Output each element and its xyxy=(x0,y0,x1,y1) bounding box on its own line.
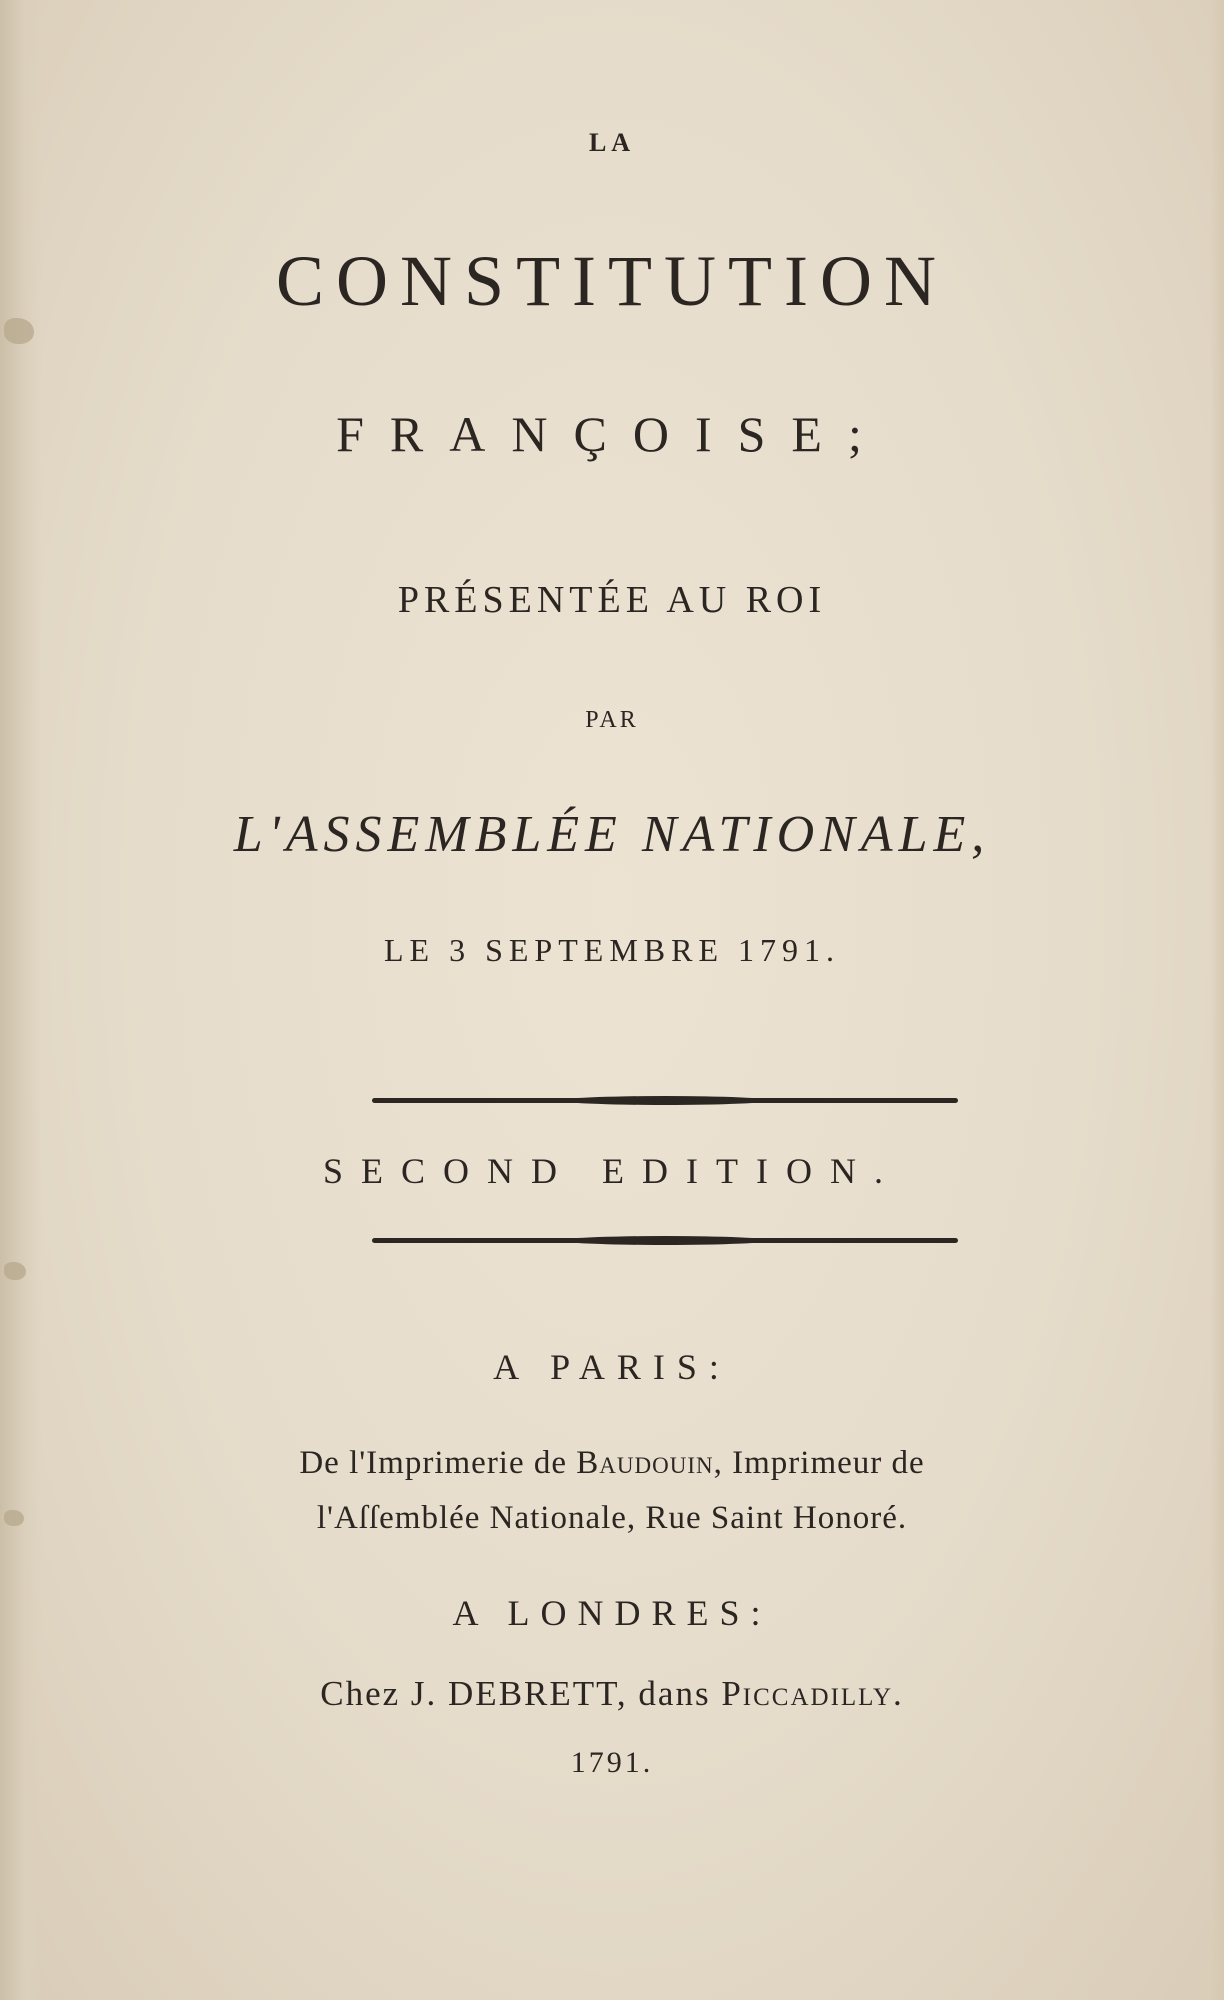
imprint-year: 1791. xyxy=(570,1746,654,1779)
imprint-place-londres: A LONDRES: xyxy=(452,1593,772,1633)
title-constitution: CONSTITUTION xyxy=(276,241,948,321)
ornamental-rule-top-swell xyxy=(560,1096,770,1105)
imprint-printer-text-a: De l'Imprimerie de xyxy=(299,1445,577,1481)
title-la: LA xyxy=(588,128,636,157)
title-francoise: FRANÇOISE; xyxy=(336,406,888,462)
binding-thread xyxy=(4,1262,26,1280)
date-line: LE 3 SEPTEMBRE 1791. xyxy=(383,932,840,968)
ornamental-rule-bottom-swell xyxy=(560,1236,770,1245)
imprint-publisher-text-a: Chez J. DEBRETT, dans xyxy=(320,1674,722,1713)
imprint-publisher-street: Piccadilly xyxy=(721,1674,893,1713)
imprint-printer-name: Baudouin xyxy=(576,1445,714,1481)
imprint-printer-line xyxy=(0,1445,1224,1482)
imprint-publisher-text-c: . xyxy=(893,1674,904,1713)
subtitle-par: PAR xyxy=(585,707,639,733)
imprint-address-line: l'Aſſemblée Nationale, Rue Saint Honoré. xyxy=(316,1500,908,1536)
author-assemblee: L'ASSEMBLÉE NATIONALE, xyxy=(233,806,991,863)
subtitle-presentee: PRÉSENTÉE AU ROI xyxy=(397,579,827,621)
imprint-place-paris: A PARIS: xyxy=(493,1347,731,1387)
imprint-printer-text-c: , Imprimeur de xyxy=(713,1445,925,1481)
imprint-publisher-line xyxy=(0,1674,1224,1714)
edition-statement: SECOND EDITION. xyxy=(323,1151,901,1191)
